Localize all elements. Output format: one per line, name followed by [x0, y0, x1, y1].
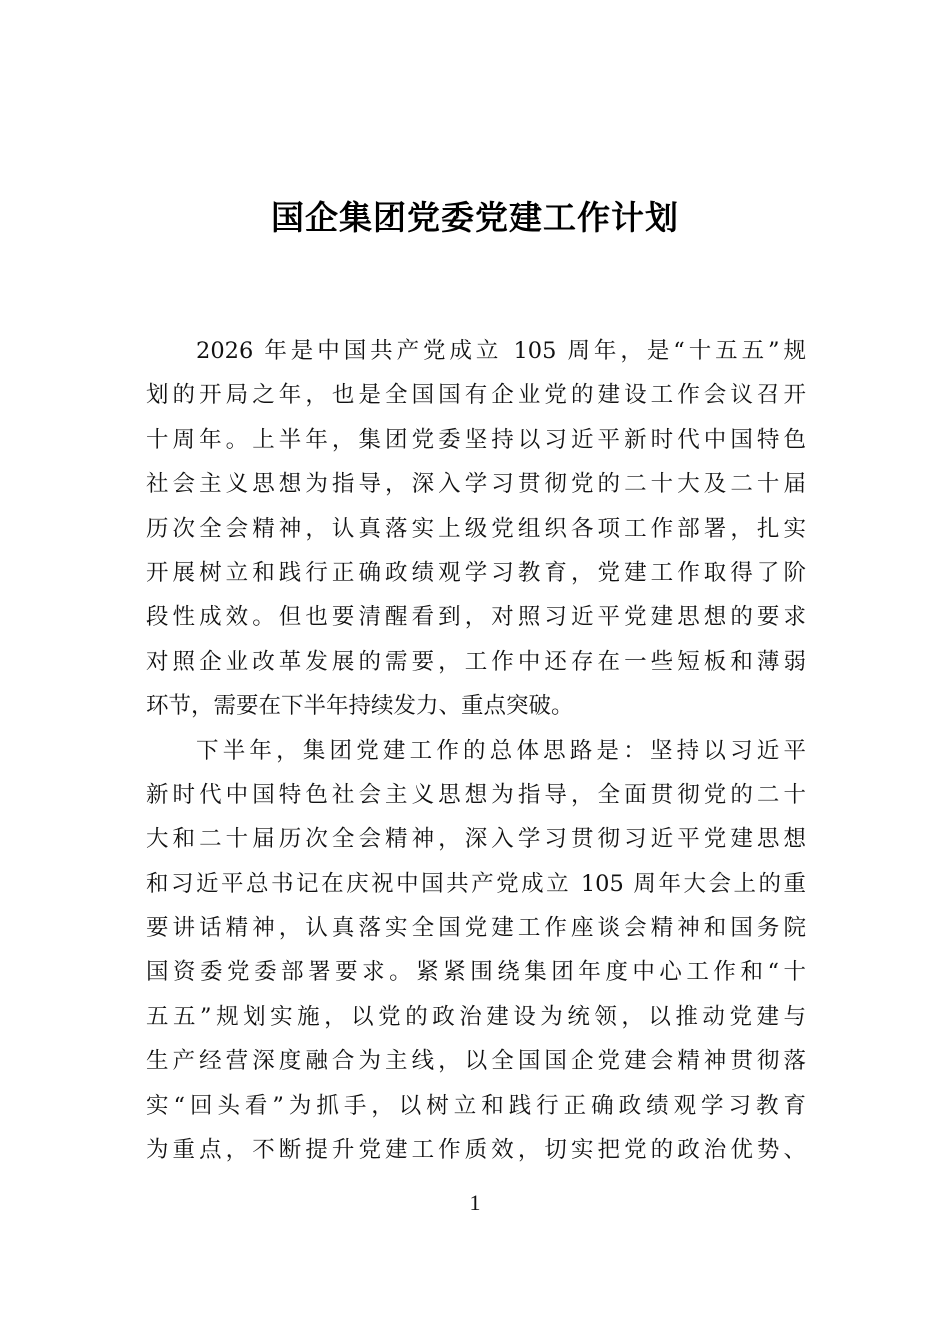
paragraph-line: 生产经营深度融合为主线，以全国国企党建会精神贯彻落 — [146, 1048, 806, 1075]
paragraph-line: 国资委党委部署要求。紧紧围绕集团年度中心工作和“十 — [146, 959, 806, 986]
paragraph-line: 新时代中国特色社会主义思想为指导，全面贯彻党的二十 — [146, 781, 806, 808]
paragraph-line: 开展树立和践行正确政绩观学习教育，党建工作取得了阶 — [146, 559, 806, 586]
paragraph-line: 划的开局之年，也是全国国有企业党的建设工作会议召开 — [146, 382, 806, 409]
paragraph-line: 社会主义思想为指导，深入学习贯彻党的二十大及二十届 — [146, 471, 806, 498]
paragraph-line: 实“回头看”为抓手，以树立和践行正确政绩观学习教育 — [146, 1092, 806, 1119]
paragraph-line: 段性成效。但也要清醒看到，对照习近平党建思想的要求 — [146, 604, 806, 631]
paragraph-line: 下半年，集团党建工作的总体思路是：坚持以习近平 — [196, 737, 806, 764]
paragraph-line: 十周年。上半年，集团党委坚持以习近平新时代中国特色 — [146, 426, 806, 453]
paragraph-line: 对照企业改革发展的需要，工作中还存在一些短板和薄弱 — [146, 648, 806, 675]
paragraph-line: 五五”规划实施，以党的政治建设为统领，以推动党建与 — [146, 1003, 806, 1030]
paragraph-line: 为重点，不断提升党建工作质效，切实把党的政治优势、 — [146, 1137, 806, 1164]
page-number: 1 — [469, 1190, 481, 1215]
paragraph-line: 大和二十届历次全会精神，深入学习贯彻习近平党建思想 — [146, 826, 806, 853]
paragraph-line: 和习近平总书记在庆祝中国共产党成立 105 周年大会上的重 — [146, 870, 806, 897]
paragraph-2 — [146, 729, 806, 1173]
document-body — [146, 329, 806, 1172]
paragraph-line: 历次全会精神，认真落实上级党组织各项工作部署，扎实 — [146, 515, 806, 542]
paragraph-1 — [146, 329, 806, 729]
paragraph-line: 环节，需要在下半年持续发力、重点突破。 — [146, 693, 574, 720]
paragraph-line: 2026 年是中国共产党成立 105 周年，是“十五五”规 — [196, 338, 806, 364]
document-title: 国企集团党委党建工作计划 — [271, 198, 679, 237]
paragraph-line: 要讲话精神，认真落实全国党建工作座谈会精神和国务院 — [146, 915, 806, 942]
